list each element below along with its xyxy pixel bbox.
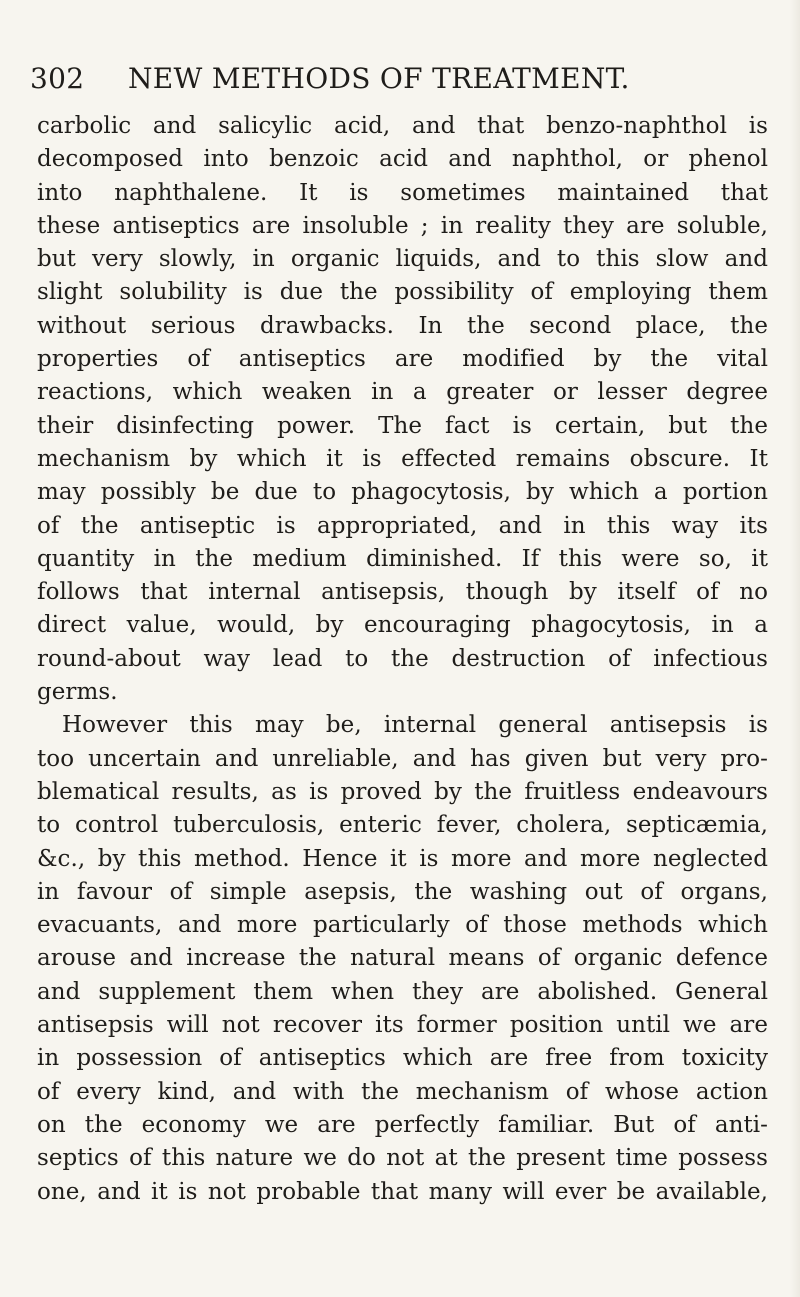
text-line: However this may be, internal general antisepsis is (62, 712, 768, 739)
text-line: into naphthalene. It is sometimes maintained that (37, 179, 768, 206)
text-line: of every kind, and with the mechanism of whose action (37, 1078, 768, 1105)
text-line: properties of antiseptics are modified by the vital (37, 346, 768, 373)
text-line: their disinfecting power. The fact is certain, but the (37, 412, 768, 439)
text-line: &c., by this method. Hence it is more and more neglected (37, 845, 768, 872)
text-line: reactions, which weaken in a greater or lesser degree (37, 379, 768, 406)
text-line: but very slowly, in organic liquids, and to this slow and (37, 246, 768, 273)
text-line: blematical results, as is proved by the fruitless endeavours (37, 778, 768, 805)
running-head (30, 62, 770, 95)
text-line: evacuants, and more particularly of those methods which (37, 912, 768, 939)
text-line: one, and it is not probable that many will ever be available, (37, 1178, 768, 1205)
text-line: direct value, would, by encouraging phagocytosis, in a (37, 612, 768, 639)
text-line: in favour of simple asepsis, the washing out of organs, (37, 878, 768, 905)
text-line: of the antiseptic is appropriated, and in this way its (37, 512, 768, 539)
text-line: slight solubility is due the possibility of employing them (37, 279, 768, 306)
text-line: quantity in the medium diminished. If this were so, it (37, 545, 768, 572)
text-line: germs. (37, 679, 118, 706)
text-line: without serious drawbacks. In the second place, the (37, 312, 768, 339)
text-line: may possibly be due to phagocytosis, by which a portion (37, 479, 768, 506)
running-title: NEW METHODS OF TREATMENT. (128, 62, 630, 95)
body-text (37, 110, 768, 1209)
text-line: follows that internal antisepsis, though by itself of no (37, 579, 768, 606)
text-line: and supplement them when they are abolished. General (37, 978, 768, 1005)
text-line: carbolic and salicylic acid, and that benzo-naphthol is (37, 113, 768, 139)
page-edge-shadow (790, 0, 800, 1297)
paragraph-1 (37, 110, 768, 709)
text-line: in possession of antiseptics which are free from toxicity (37, 1045, 768, 1072)
text-line: too uncertain and unreliable, and has given but very pro- (37, 745, 768, 772)
text-line: arouse and increase the natural means of organic defence (37, 945, 768, 972)
text-line: antisepsis will not recover its former position until we are (37, 1012, 768, 1039)
text-line: decomposed into benzoic acid and naphthol, or phenol (37, 146, 768, 173)
text-line: to control tuberculosis, enteric fever, cholera, septicæmia, (37, 812, 768, 839)
text-line: mechanism by which it is effected remains obscure. It (37, 445, 768, 472)
text-line: round-about way lead to the destruction of infectious (37, 645, 768, 672)
text-line: these antiseptics are insoluble ; in reality they are soluble, (37, 212, 768, 239)
paragraph-2 (37, 709, 768, 1208)
text-line: septics of this nature we do not at the present time possess (37, 1145, 768, 1172)
text-line: on the economy we are perfectly familiar. But of anti- (37, 1111, 768, 1138)
page-number: 302 (30, 62, 85, 95)
